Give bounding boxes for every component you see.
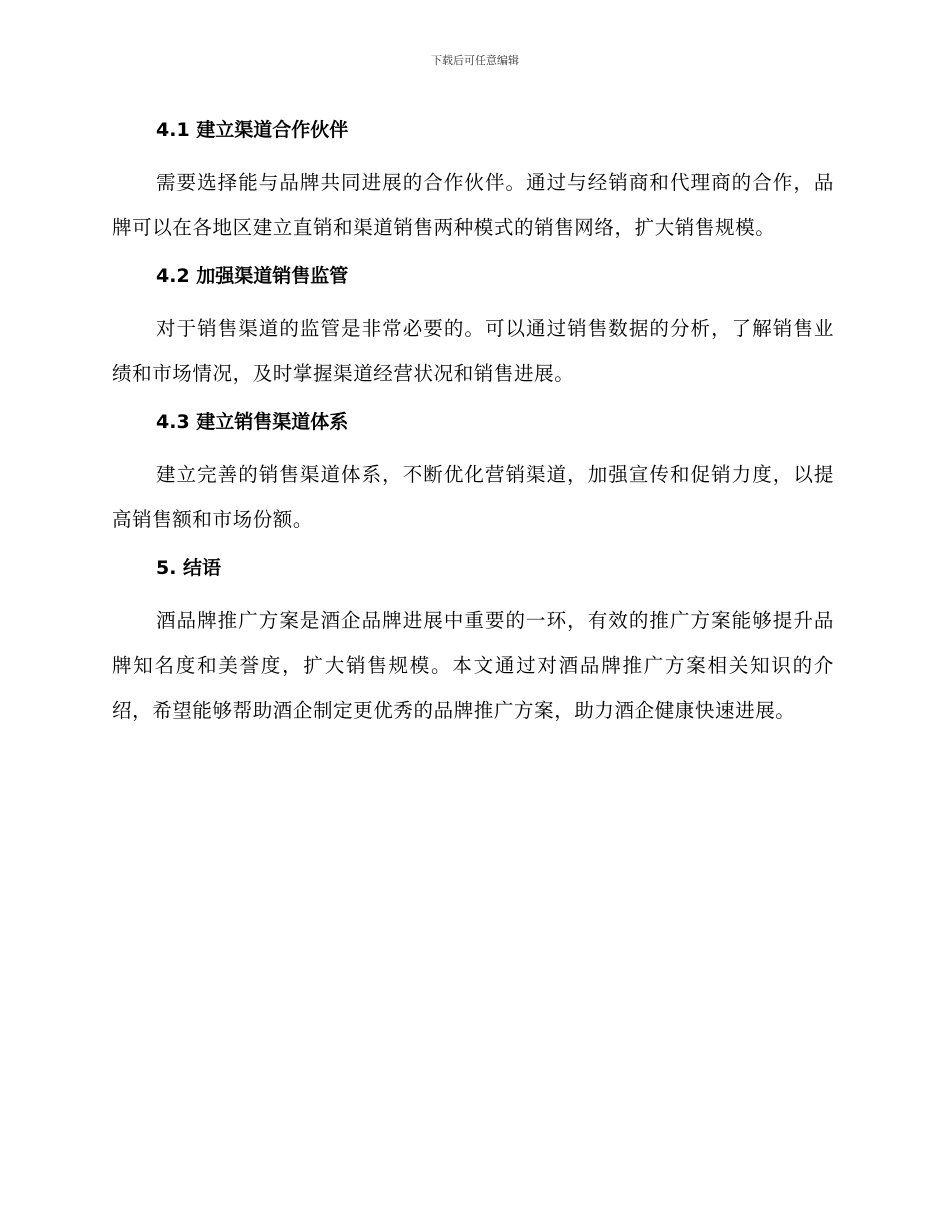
section-heading-4-1: 4.1 建立渠道合作伙伴 [156, 119, 349, 141]
section-paragraph-4-3: 建立完善的销售渠道体系，不断优化营销渠道，加强宣传和促销力度，以提高销售额和市场份额。 [112, 463, 834, 531]
section-heading-5: 5. 结语 [156, 557, 222, 579]
section-paragraph-5: 酒品牌推广方案是酒企品牌进展中重要的一环，有效的推广方案能够提升品牌知名度和美誉度，扩大销售规模。本文通过对酒品牌推广方案相关知识的介绍，希望能够帮助酒企制定更优秀的品牌推广方案，助力酒企健康快速进展。 [112, 609, 834, 722]
section-heading-4-3: 4.3 建立销售渠道体系 [156, 411, 349, 433]
page-header-note: 下载后可任意编辑 [431, 54, 519, 67]
section-heading-4-2: 4.2 加强渠道销售监管 [156, 265, 349, 287]
section-paragraph-4-1: 需要选择能与品牌共同进展的合作伙伴。通过与经销商和代理商的合作，品牌可以在各地区建立直销和渠道销售两种模式的销售网络，扩大销售规模。 [112, 171, 834, 239]
document-body [112, 111, 834, 733]
section-paragraph-4-2: 对于销售渠道的监管是非常必要的。可以通过销售数据的分析，了解销售业绩和市场情况，及时掌握渠道经营状况和销售进展。 [112, 317, 834, 385]
